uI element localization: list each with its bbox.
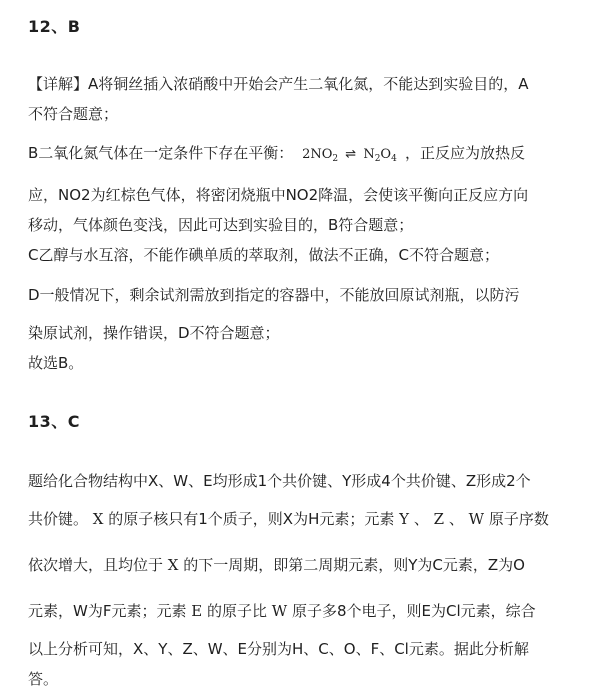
q13-line-2-text-b: 的原子核只有1个质子，则X为H元素；元素 bbox=[108, 510, 395, 528]
q13-line-4 bbox=[28, 600, 536, 621]
q12-line-4: 应，NO2为红棕色气体，将密闭烧瓶中NO2降温，会使该平衡向正反应方向 bbox=[28, 186, 529, 204]
symbol-z: Z bbox=[433, 510, 445, 528]
q13-line-1: 题给化合物结构中X、W、E均形成1个共价键、Y形成4个共价键、Z形成2个 bbox=[28, 472, 531, 490]
formula-n: N bbox=[363, 147, 375, 162]
formula-o: O bbox=[380, 147, 392, 162]
q13-line-4-text-c: 原子多8个电子，则E为Cl元素，综合 bbox=[291, 602, 536, 620]
question-12-heading: 12、B bbox=[28, 17, 81, 36]
q12-line-9: 故选B。 bbox=[28, 354, 84, 372]
q12-line-2: 不符合题意； bbox=[28, 105, 119, 123]
q13-line-2-text-e: 原子序数 bbox=[488, 510, 549, 528]
q12-line-7: D一般情况下，剩余试剂需放到指定的容器中，不能放回原试剂瓶，以防污 bbox=[28, 286, 520, 304]
question-13-heading: 13、C bbox=[28, 412, 81, 431]
formula-no2-sub: 2 bbox=[332, 154, 339, 164]
q13-line-2-sep-2: 、 bbox=[448, 510, 464, 528]
equilibrium-formula bbox=[302, 147, 401, 162]
q13-line-4-text-a: 元素，W为F元素；元素 bbox=[28, 602, 187, 620]
q12-line-3 bbox=[28, 142, 525, 164]
q13-line-3-text-b: 的下一周期，即第二周期元素，则Y为C元素，Z为O bbox=[183, 556, 525, 574]
q13-line-2-text-a: 共价键。 bbox=[28, 510, 89, 528]
formula-n-sub: 2 bbox=[374, 154, 381, 164]
formula-no2: 2NO bbox=[302, 147, 333, 162]
formula-o-sub: 4 bbox=[391, 154, 397, 164]
q13-line-2-sep-1: 、 bbox=[413, 510, 429, 528]
symbol-x: X bbox=[92, 510, 104, 528]
symbol-y: Y bbox=[399, 510, 410, 528]
q12-line-3-tail: ，正反应为放热反 bbox=[404, 144, 525, 162]
symbol-x-2: X bbox=[167, 556, 179, 574]
q13-line-5: 以上分析可知，X、Y、Z、W、E分别为H、C、O、F、Cl元素。据此分析解 bbox=[28, 640, 529, 658]
q12-line-6: C乙醇与水互溶，不能作碘单质的萃取剂，做法不正确，C不符合题意； bbox=[28, 246, 499, 264]
q13-line-2 bbox=[28, 508, 549, 529]
q12-line-1: 【详解】A将铜丝插入浓硝酸中开始会产生二氧化氮，不能达到实验目的，A bbox=[28, 75, 529, 93]
symbol-e: E bbox=[191, 602, 203, 620]
q13-line-4-text-b: 的原子比 bbox=[206, 602, 267, 620]
symbol-w: W bbox=[468, 510, 485, 528]
symbol-w-2: W bbox=[271, 602, 288, 620]
equilibrium-arrow-icon: ⇌ bbox=[345, 147, 357, 162]
q13-line-6: 答。 bbox=[28, 670, 59, 688]
q12-line-8: 染原试剂，操作错误，D不符合题意； bbox=[28, 324, 280, 342]
q12-line-5: 移动，气体颜色变浅，因此可达到实验目的，B符合题意； bbox=[28, 216, 414, 234]
q12-line-3-text: B二氧化氮气体在一定条件下存在平衡： bbox=[28, 144, 294, 162]
q13-line-3 bbox=[28, 554, 525, 575]
q13-line-3-text-a: 依次增大，且均位于 bbox=[28, 556, 164, 574]
